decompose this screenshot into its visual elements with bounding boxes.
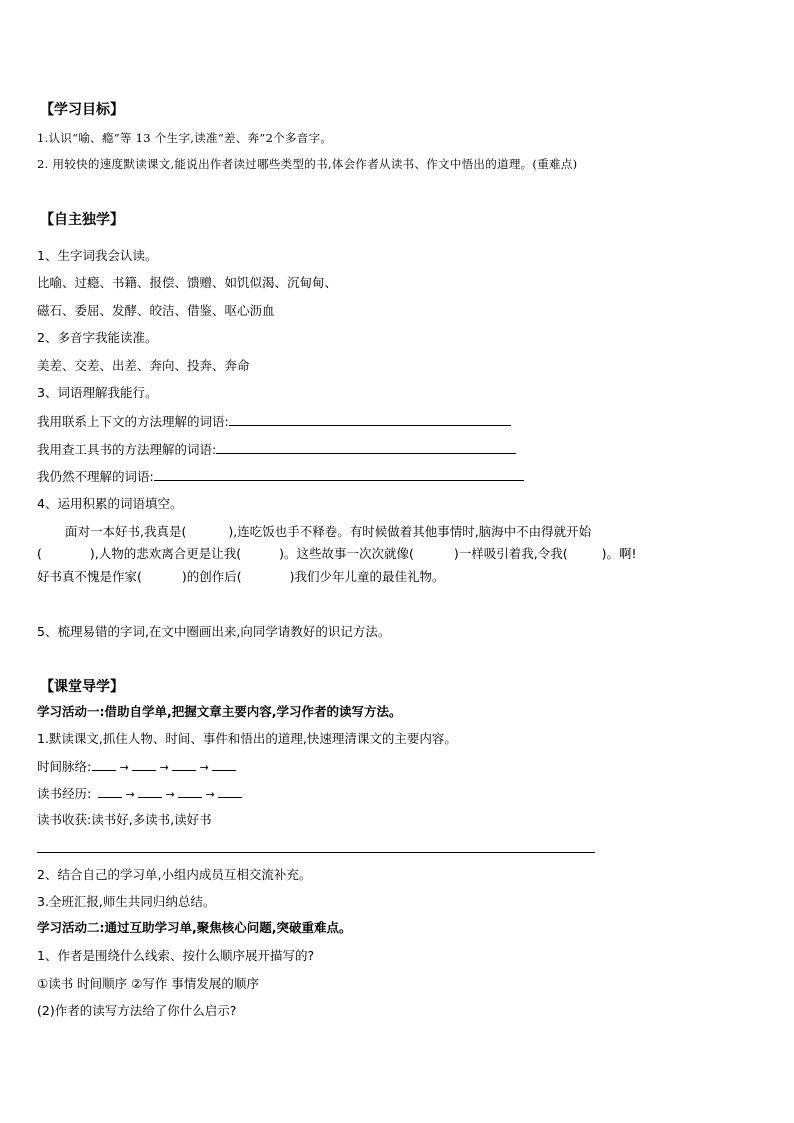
reading-label: 读书经历: bbox=[37, 786, 92, 801]
timeline-blank[interactable] bbox=[212, 760, 236, 771]
section-title-class-guide: 【课堂导学】 bbox=[40, 679, 124, 695]
goal-item-2: 2. 用较快的速度默读课文,能说出作者读过哪些类型的书,体会作者从读书、作文中悟出的道理。(重难点) bbox=[37, 157, 578, 171]
cloze-text: ),连吃饭也手不释卷。有时候做着其他事情时,脑海中不由得就开始 bbox=[228, 524, 592, 539]
fill-line-unknown bbox=[37, 468, 524, 485]
fill-label-context: 我用联系上下文的方法理解的词语: bbox=[37, 414, 229, 429]
activity-2-heading: 学习活动二:通过互助学习单,聚焦核心问题,突破重难点。 bbox=[37, 920, 352, 935]
cloze-text: ( bbox=[37, 546, 42, 561]
timeline-line bbox=[37, 759, 237, 776]
question-2: 2、多音字我能读准。 bbox=[37, 330, 158, 345]
fill-line-context bbox=[37, 413, 511, 430]
question-5: 5、梳理易错的字词,在文中圈画出来,向同学请教好的识记方法。 bbox=[37, 624, 391, 639]
reading-blank[interactable] bbox=[178, 787, 202, 798]
fill-label-dictionary: 我用查工具书的方法理解的词语: bbox=[37, 442, 217, 457]
cloze-text: )。啊! bbox=[601, 546, 637, 561]
word-list-2: 磁石、委屈、发酵、皎洁、借鉴、呕心沥血 bbox=[37, 303, 275, 318]
cloze-text: )的创作后( bbox=[181, 569, 242, 584]
cloze-text: )。这些故事一次次就像( bbox=[279, 546, 414, 561]
arrow-icon: → bbox=[125, 788, 135, 801]
cloze-line-3 bbox=[37, 569, 445, 585]
word-list-1: 比喻、过瘾、书籍、报偿、馈赠、如饥似渴、沉甸甸、 bbox=[37, 275, 338, 290]
cloze-text: ),人物的悲欢离合更是让我( bbox=[89, 546, 242, 561]
answer-line[interactable] bbox=[37, 852, 595, 853]
timeline-blank[interactable] bbox=[132, 760, 156, 771]
activity-1-question-1: 1.默读课文,抓住人物、时间、事件和悟出的道理,快速理清课文的主要内容。 bbox=[37, 731, 457, 746]
arrow-icon: → bbox=[165, 788, 175, 801]
arrow-icon: → bbox=[159, 761, 169, 774]
section-title-self-study: 【自主独学】 bbox=[40, 212, 124, 228]
cloze-text: )一样吸引着我,令我( bbox=[453, 546, 568, 561]
reading-blank[interactable] bbox=[98, 787, 122, 798]
fill-line-dictionary bbox=[37, 441, 516, 458]
word-list-3: 美差、交差、出差、奔向、投奔、奔命 bbox=[37, 358, 250, 373]
cloze-text: )我们少年儿童的最佳礼物。 bbox=[289, 569, 445, 584]
timeline-blank[interactable] bbox=[172, 760, 196, 771]
activity-2-answer: ①读书 时间顺序 ②写作 事情发展的顺序 bbox=[37, 976, 259, 991]
cloze-text: 面对一本好书,我真是( bbox=[65, 524, 187, 539]
cloze-line-2 bbox=[37, 546, 637, 562]
cloze-text: 好书真不愧是作家( bbox=[37, 569, 142, 584]
answer-blank-unknown[interactable] bbox=[154, 468, 524, 481]
answer-blank-context[interactable] bbox=[229, 413, 511, 426]
question-4: 4、运用积累的词语填空。 bbox=[37, 496, 183, 511]
fill-label-unknown: 我仍然不理解的词语: bbox=[37, 469, 154, 484]
section-title-goals: 【学习目标】 bbox=[40, 102, 124, 118]
arrow-icon: → bbox=[119, 761, 129, 774]
activity-1-heading: 学习活动一:借助自学单,把握文章主要内容,学习作者的读写方法。 bbox=[37, 704, 402, 719]
activity-2-question-2: (2)作者的读写方法给了你什么启示? bbox=[37, 1003, 237, 1018]
arrow-icon: → bbox=[199, 761, 209, 774]
answer-blank-dictionary[interactable] bbox=[216, 441, 516, 454]
timeline-label: 时间脉络: bbox=[37, 759, 92, 774]
activity-1-question-2: 2、结合自己的学习单,小组内成员互相交流补充。 bbox=[37, 867, 312, 882]
question-1: 1、生字词我会认读。 bbox=[37, 248, 158, 263]
arrow-icon: → bbox=[205, 788, 215, 801]
reading-gain: 读书收获:读书好,多读书,读好书 bbox=[37, 812, 212, 827]
reading-blank[interactable] bbox=[218, 787, 242, 798]
timeline-blank[interactable] bbox=[92, 760, 116, 771]
question-3: 3、词语理解我能行。 bbox=[37, 385, 158, 400]
cloze-line-1 bbox=[65, 524, 591, 540]
activity-2-question-1: 1、作者是围绕什么线索、按什么顺序展开描写的? bbox=[37, 948, 315, 963]
reading-blank[interactable] bbox=[138, 787, 162, 798]
activity-1-question-3: 3.全班汇报,师生共同归纳总结。 bbox=[37, 894, 216, 909]
reading-experience-line bbox=[37, 786, 243, 803]
goal-item-1: 1.认识“喻、瘾”等 13 个生字,读准“差、奔”2个多音字。 bbox=[37, 131, 333, 145]
